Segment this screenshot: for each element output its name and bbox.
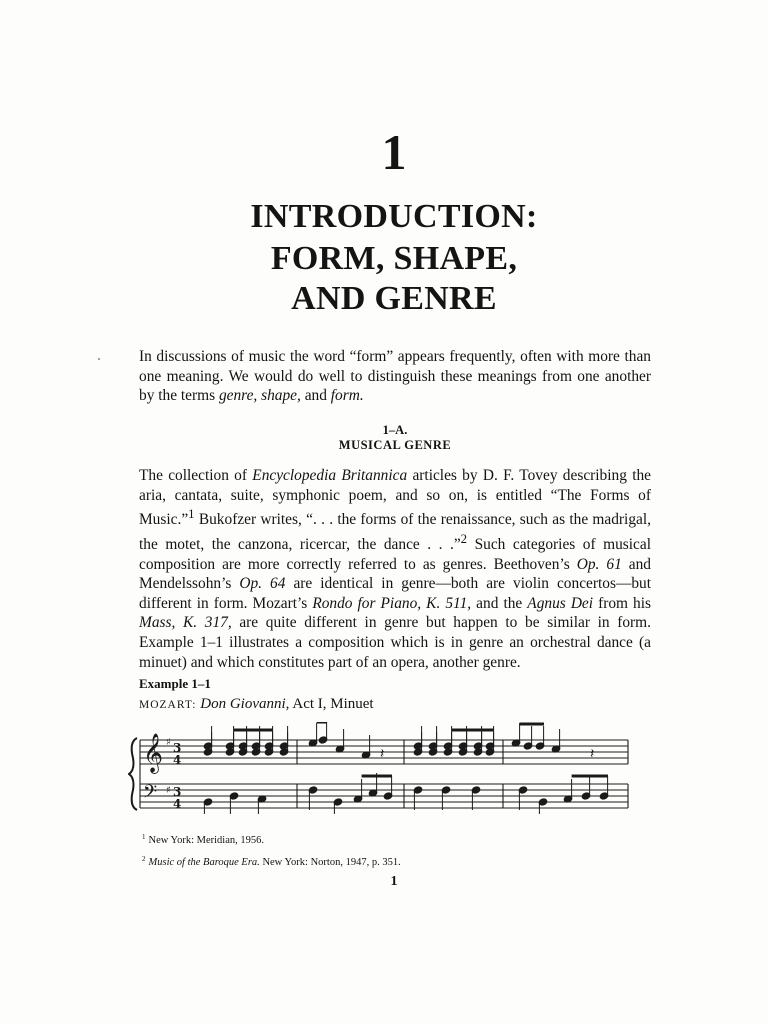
text-run: and [300, 387, 331, 405]
chapter-title-line-1: INTRODUCTION: [250, 198, 538, 235]
text-run: from his [593, 594, 652, 612]
footnote-1-mark: 1 [142, 833, 146, 841]
italic-run: genre, shape, [218, 387, 301, 405]
text-run: are quite different in genre but happen to be similar in form. Example 1–1 illustrates a composition which is in genre an orchestral dance (a minuet) and which constitutes part of an opera, another genre. [139, 614, 651, 671]
bass-clef-icon: 𝄢 [143, 782, 158, 807]
note-beam [572, 775, 608, 778]
text-run: New York: Norton, 1947, p. 351. [259, 857, 401, 868]
music-score [128, 722, 638, 814]
bass-time-bottom: 4 [173, 797, 182, 811]
note-beam [234, 729, 273, 732]
treble-time-bottom: 4 [173, 753, 182, 767]
text-run: Such categories of musical composition are more correctly referred to as genres. Beethoven’s [139, 536, 651, 573]
section-title: MUSICAL GENRE [338, 438, 452, 452]
scan-speck [98, 358, 100, 360]
body-text [139, 466, 651, 672]
footnote-2-mark: 2 [142, 855, 146, 863]
text-run: Bukofzer writes, “. . . the forms of the renaissance, such as the madrigal, the motet, the canzona, ricercar, the dance . . .” [139, 511, 651, 554]
chapter-number: 1 [381, 124, 407, 180]
footnotes [142, 828, 401, 872]
italic-run: Music of the Baroque Era. [148, 857, 260, 868]
text-run: and Mendelssohn’s [139, 555, 651, 593]
italic-run: Encyclopedia Britannica [252, 467, 408, 484]
example-label: Example 1–1 [139, 676, 211, 691]
example-location: Act I, Minuet [292, 696, 374, 712]
intro-paragraph [139, 347, 651, 406]
text-run: are identical in genre—both are violin concertos—but different in form. Mozart’s [139, 575, 651, 612]
text-run: articles by D. F. Tovey describing the aria, cantata, suite, symphonic poem, and so on, is entitled “The Forms of Music.” [139, 467, 651, 529]
chapter-title-line-3: AND GENRE [291, 280, 497, 317]
example-composer: MOZART: [139, 699, 197, 711]
footnote-1-text [149, 835, 265, 846]
footnote-1 [142, 828, 401, 850]
note-beam [520, 723, 544, 726]
section-number: 1–A. [382, 423, 408, 437]
text-run: The collection of [139, 467, 253, 484]
italic-run: Mass, K. 317, [139, 614, 232, 632]
example-caption [139, 696, 374, 713]
italic-run: Op. 64 [239, 575, 286, 593]
note-beam [362, 775, 392, 778]
treble-clef-icon: 𝄞 [143, 733, 164, 773]
chapter-title-line-2: FORM, SHAPE, [270, 240, 518, 277]
body-paragraph [139, 466, 651, 672]
grand-staff-brace [129, 738, 137, 810]
footnote-2 [142, 850, 401, 872]
footnote-2-text [149, 857, 401, 868]
intro-text [139, 347, 651, 406]
quarter-rest-icon: 𝄽 [590, 746, 595, 762]
note-beam [452, 729, 494, 732]
bass-time-top: 3 [173, 785, 182, 799]
text-run: New York: Meridian, 1956. [148, 835, 264, 846]
note-beam [317, 722, 327, 724]
footnote-ref: 2 [460, 531, 468, 546]
quarter-rest-icon: 𝄽 [380, 746, 385, 762]
italic-run: Rondo for Piano, K. 511, [312, 594, 472, 612]
bass-key-sharp: ♯ [166, 785, 171, 796]
italic-run: Op. 61 [576, 555, 622, 573]
text-run: In discussions of music the word “form” appears frequently, often with more than one meaning. We would do well to distinguish these meanings from one another by the terms [139, 348, 651, 405]
score-notes [203, 722, 609, 814]
page-number: 1 [390, 874, 398, 889]
text-run: and the [471, 594, 528, 612]
treble-key-sharp: ♯ [166, 737, 171, 748]
footnote-ref: 1 [188, 507, 195, 522]
treble-time-top: 3 [173, 741, 182, 755]
italic-run: form. [330, 387, 364, 405]
example-work: Don Giovanni, [200, 696, 290, 712]
italic-run: Agnus Dei [527, 594, 594, 612]
